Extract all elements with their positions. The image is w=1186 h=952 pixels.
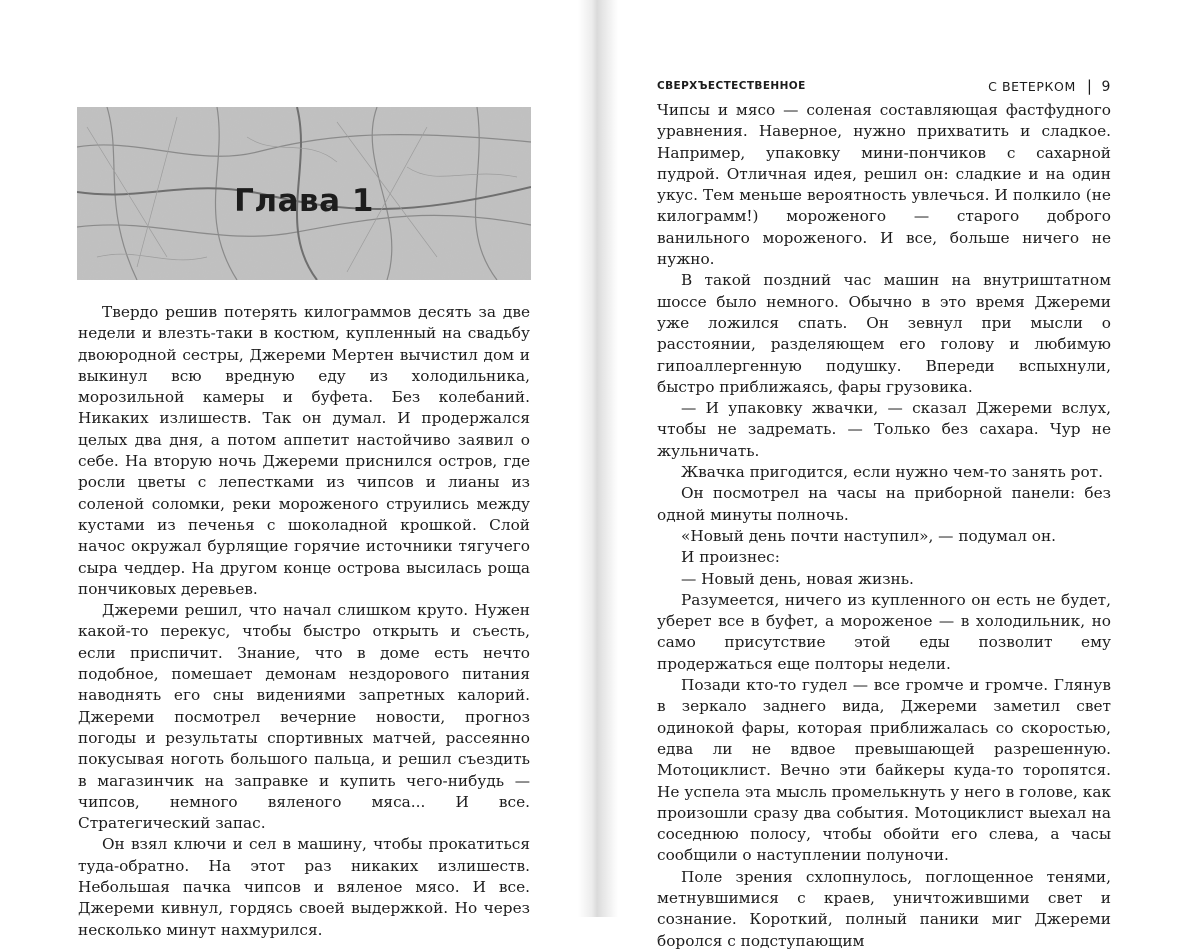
paragraph: — Новый день, новая жизнь. bbox=[681, 569, 914, 588]
running-header-section: СВЕРХЪЕСТЕСТВЕННОЕ bbox=[657, 80, 806, 92]
header-separator: | bbox=[1086, 77, 1093, 95]
paragraph: Жвачка пригодится, если нужно чем-то занять рот. bbox=[681, 463, 1103, 482]
paragraph: И произнес: bbox=[681, 548, 780, 567]
paragraph: «Новый день почти наступил», — подумал он. bbox=[681, 526, 1057, 545]
running-header-right bbox=[940, 77, 1111, 95]
paragraph: Позади кто-то гудел — все громче и громче. Глянув в зеркало заднего вида, Джереми заметил свет одинокой фары, которая приближалась со скоростью, едва ли не вдвое превышающей разрешенную. Мотоциклист. Вечно эти байкеры куда-то торопятся. Не успела эта мысль промелькнуть у него в голове, как произошли сразу два события. Мотоциклист выехал на соседнюю полосу, чтобы обойти его слева, а часы сообщили о наступлении полуночи. bbox=[657, 676, 1111, 865]
paragraph: Разумеется, ничего из купленного он есть не будет, уберет все в буфет, а мороженое — в холодильник, но само присутствие этой еды позволит ему продержаться еще полторы недели. bbox=[657, 590, 1111, 673]
page-number: 9 bbox=[1101, 79, 1111, 95]
chapter-title: Глава 1 bbox=[234, 183, 374, 219]
book-gutter bbox=[578, 0, 618, 917]
paragraph: Он посмотрел на часы на приборной панели: без одной минуты полночь. bbox=[657, 484, 1111, 524]
paragraph: Твердо решив потерять килограммов десять за две недели и влезть-таки в костюм, купленный на свадьбу двоюродной сестры, Джереми Мертен вычистил дом и выкинул всю вредную еду из холодильника, морозильной камеры и буфета. Без колебаний. Никаких излишеств. Так он думал. И продержался целых два дня, а потом аппетит настойчиво заявил о себе. На вторую ночь Джереми приснился остров, где росли цветы с лепестками из чипсов и лианы из соленой соломки, реки мороженого струились между кустами из печенья с шоколадной крошкой. Слой начос окружал бурлящие горячие источники тягучего сыра чеддер. На другом конце острова высилась роща пончиковых деревьев. bbox=[78, 303, 530, 598]
paragraph: Джереми решил, что начал слишком круто. Нужен какой-то перекус, чтобы быстро открыть и съесть, если приспичит. Знание, что в доме есть нечто подобное, помешает демонам нездорового питания наводнять его сны видениями запретных калорий. Джереми посмотрел вечерние новости, прогноз погоды и результаты спортивных матчей, рассеянно покусывая ноготь большого пальца, и решил съездить в магазинчик на заправке и купить чего-нибудь — чипсов, немного вяленого мяса... И все. Стратегический запас. bbox=[78, 601, 530, 833]
paragraph: — И упаковку жвачки, — сказал Джереми вслух, чтобы не задремать. — Только без сахара. Чур не жульничать. bbox=[657, 399, 1111, 460]
paragraph: Чипсы и мясо — соленая составляющая фастфудного уравнения. Наверное, нужно прихватить и сладкое. Например, упаковку мини-пончиков с сахарной пудрой. Отличная идея, решил он: сладкие и на один укус. Тем меньше вероятность увлечься. И полкило (не килограмм!) мороженого — старого доброго ванильного мороженого. И все, больше ничего не нужно. bbox=[657, 101, 1111, 269]
right-page-body bbox=[657, 100, 1111, 952]
running-header-chapter: С ВЕТЕРКОМ bbox=[988, 79, 1076, 94]
left-page bbox=[0, 0, 592, 939]
paragraph: Поле зрения схлопнулось, поглощенное тенями, метнувшимися с краев, уничтожившими свет и сознание. Короткий, полный паники миг Джереми боролся с подступающим bbox=[657, 867, 1111, 950]
left-page-body bbox=[78, 302, 530, 941]
paragraph: Он взял ключи и сел в машину, чтобы прокатиться туда-обратно. На этот раз никаких излишеств. Небольшая пачка чипсов и вяленое мясо. И все. Джереми кивнул, гордясь своей выдержкой. Но через несколько минут нахмурился. bbox=[78, 835, 530, 939]
chapter-banner bbox=[77, 107, 531, 280]
paragraph: В такой поздний час машин на внутриштатном шоссе было немного. Обычно в это время Джереми уже ложился спать. Он зевнул при мысли о расстоянии, разделяющем его голову и любимую гипоаллергенную подушку. Впереди вспыхнули, быстро приближаясь, фары грузовика. bbox=[657, 271, 1111, 396]
